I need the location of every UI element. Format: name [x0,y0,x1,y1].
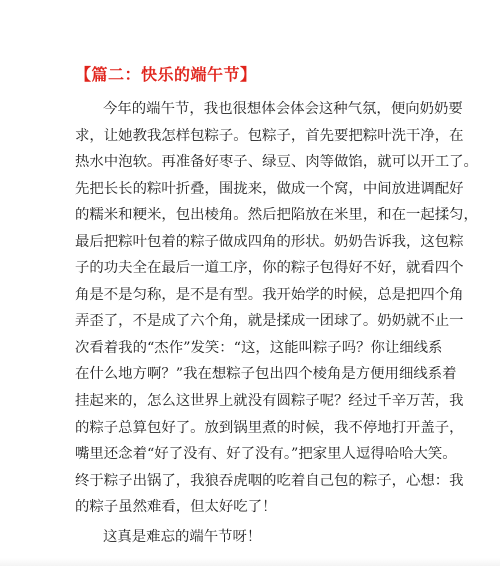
paragraph-line: 的糯米和粳米，包出棱角。然后把陷放在米里，和在一起揉匀， [75,207,478,224]
paragraph-body [75,96,478,521]
paragraph-line: 弄歪了，不是成了六个角，就是揉成一团球了。奶奶就不止一 [75,313,464,330]
paragraph-line: 嘴里还念着“好了没有、好了没有。”把家里人逗得哈哈大笑。 [75,446,457,463]
paragraph-line: 热水中泡软。再准备好枣子、绿豆、肉等做馅，就可以开工了。 [75,154,478,171]
paragraph-line: 挂起来的，怎么这世界上就没有圆粽子呢？经过千辛万苦，我 [75,393,464,410]
paragraph-line: 终于粽子出锅了，我狼吞虎咽的吃着自己包的粽子，心想：我 [75,472,464,489]
paragraph-line: 最后把粽叶包着的粽子做成四角的形状。奶奶告诉我，这包粽 [75,233,464,250]
paragraph-line: 次看着我的“杰作”发笑：“这，这能叫粽子吗？你让细线系 [75,339,443,356]
paragraph-line: 的粽子总算包好了。放到锅里煮的时候，我不停地打开盖子， [75,419,464,436]
closing-line: 这真是难忘的端午节呀！ [103,529,262,545]
paragraph-line: 在什么地方啊？”我在想粽子包出四个棱角是方便用细线系着 [75,366,457,383]
paragraph-line: 今年的端午节，我也很想体会体会这种气氛，便向奶奶要 [103,101,463,117]
paragraph-line: 先把长长的粽叶折叠，围拢来，做成一个窝，中间放进调配好 [75,180,464,197]
section-title: 【篇二：快乐的端午节】 [75,65,257,84]
page-bottom-edge [0,558,500,566]
paragraph-line: 的粽子虽然难看，但太好吃了！ [75,499,277,516]
paragraph-line: 角是不是匀称，是不是有型。我开始学的时候，总是把四个角 [75,286,464,303]
paragraph-line: 求，让她教我怎样包粽子。包粽子，首先要把粽叶洗干净，在 [75,127,464,144]
paragraph-line: 子的功夫全在最后一道工序，你的粽子包得好不好，就看四个 [75,260,464,277]
